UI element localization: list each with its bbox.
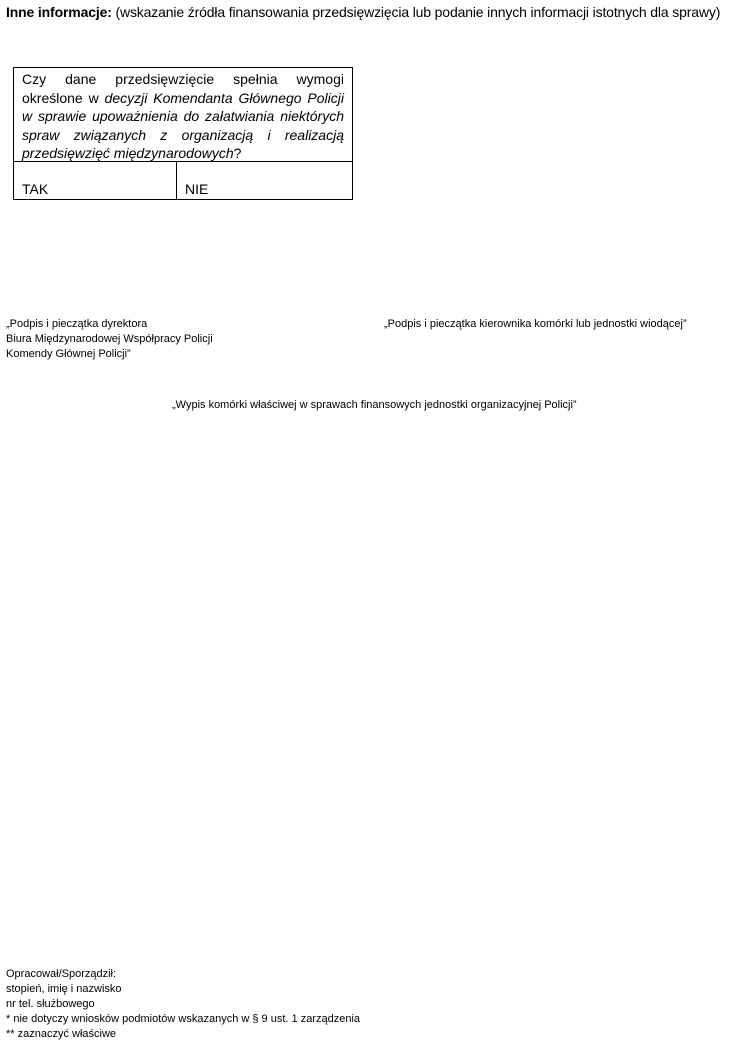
other-information-line: [6, 3, 730, 21]
question-mark: ?: [233, 145, 242, 161]
rank-name-label: stopień, imię i nazwisko: [6, 983, 122, 995]
director-signature-caption: [6, 317, 266, 362]
question-text-decision: decyzji Komendanta Głównego Policji w sprawie upoważnienia do załatwiania niektórych spraw związanych z organizacją i realizacją przedsięwzięć międzynarodowych: [22, 89, 345, 161]
footnote-double-asterisk: ** zaznaczyć właściwe: [6, 1028, 117, 1040]
requirements-question-box: [13, 67, 353, 200]
answer-no-cell[interactable]: NIE: [185, 181, 209, 197]
other-information-hint: (wskazanie źródła finansowania przedsięwzięcia lub podanie innych informacji istotnych dla sprawy): [115, 4, 721, 20]
question-text-start: Czy dane przedsięwzięcie spełnia wymogi określone w: [22, 71, 344, 106]
director-signature-line-3: Komendy Głównej Policji”: [6, 348, 131, 360]
unit-head-signature-caption: „Podpis i pieczątka kierownika komórki lub jednostki wiodącej”: [384, 318, 687, 330]
finance-unit-entry-caption: „Wypis komórki właściwej w sprawach finansowych jednostki organizacyjnej Policji”: [172, 399, 577, 411]
footer-notes: [6, 967, 506, 1042]
requirements-question: [14, 68, 352, 161]
footnote-single-asterisk: * nie dotyczy wniosków podmiotów wskazanych w § 9 ust. 1 zarządzenia: [6, 1013, 361, 1025]
other-information-label: Inne informacje:: [6, 4, 112, 20]
phone-label: nr tel. służbowego: [6, 998, 95, 1010]
director-signature-line-1: „Podpis i pieczątka dyrektora: [6, 318, 148, 330]
director-signature-line-2: Biura Międzynarodowej Współpracy Policji: [6, 333, 213, 345]
prepared-by-label: Opracował/Sporządził:: [6, 968, 117, 980]
answer-yes-cell[interactable]: TAK: [14, 162, 177, 199]
answer-row: [14, 161, 352, 199]
